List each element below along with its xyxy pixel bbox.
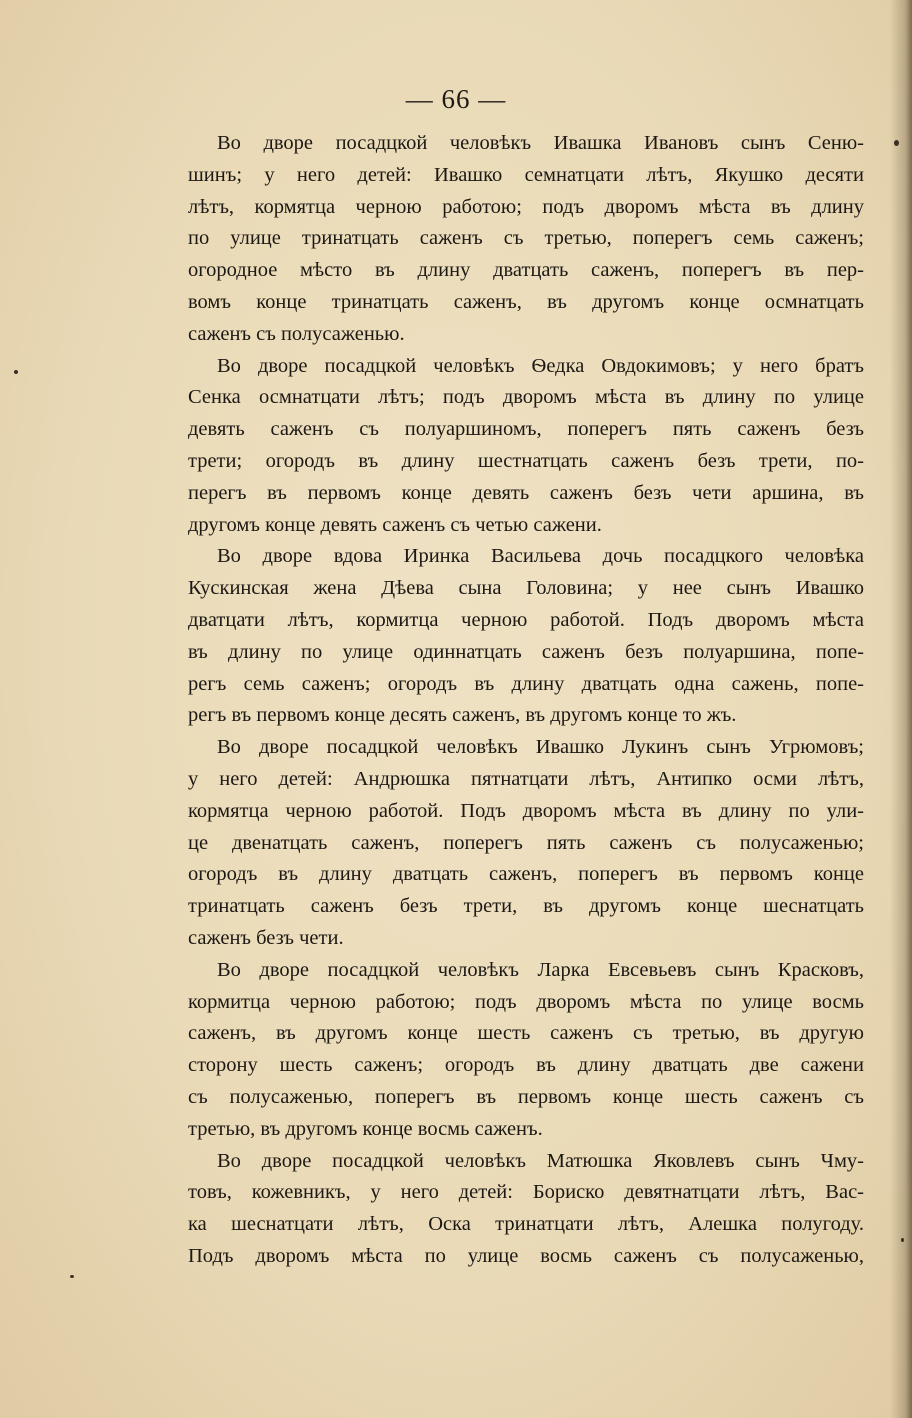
text-line: огородъ въ длину дватцать саженъ, поперегъ въ первомъ конце (188, 863, 864, 886)
text-line: Во дворе посадцкой человѣкъ Ивашка Ивановъ сынъ Сеню- (217, 132, 864, 154)
text-line: Во дворе посадцкой человѣкъ Ларка Евсевьевъ сынъ Красковъ, (217, 958, 864, 981)
text-line: Кускинская жена Дѣева сына Головина; у нее сынъ Ивашко (188, 577, 864, 600)
text-line: третью, въ другомъ конце восмь саженъ. (188, 1117, 543, 1140)
text-line: по улице тринатцать саженъ съ третью, поперегъ семь саженъ; (188, 227, 864, 250)
page-edge-shadow (890, 0, 912, 1418)
text-line: Сенка осмнатцати лѣтъ; подъ дворомъ мѣста въ длину по улице (188, 386, 864, 409)
text-line: Во дворе посадцкой человѣкъ Ивашко Лукинъ сынъ Угрюмовъ; (217, 736, 864, 759)
print-speck (894, 140, 899, 146)
text-line: тринатцать саженъ безъ трети, въ другомъ конце шеснатцать (188, 895, 864, 918)
paragraph-2 (188, 351, 864, 542)
text-line: саженъ, въ другомъ конце шесть саженъ съ третью, въ другую (188, 1022, 864, 1045)
paragraph-1 (188, 128, 864, 351)
text-line: съ полусаженью, поперегъ въ первомъ конце шесть саженъ съ (188, 1085, 864, 1108)
text-line: у него детей: Андрюшка пятнатцати лѣтъ, Антипко осми лѣтъ, (188, 767, 864, 790)
text-line: шинъ; у него детей: Ивашко семнатцати лѣтъ, Якушко десяти (188, 163, 864, 186)
body-text (188, 128, 864, 1273)
text-line: регъ семь саженъ; огородъ въ длину дватцать одна сажень, попе- (188, 672, 864, 695)
text-line: трети; огородъ въ длину шестнатцать саженъ безъ трети, по- (188, 449, 864, 472)
text-line: огородное мѣсто въ длину дватцать саженъ, поперегъ въ пер- (188, 259, 864, 282)
text-line: ка шеснатцати лѣтъ, Оска тринатцати лѣтъ, Алешка полугоду. (188, 1213, 864, 1236)
page-number: — 66 — (405, 84, 507, 114)
print-speck (70, 1275, 74, 1278)
text-line: въ длину по улице одиннатцать саженъ безъ полуаршина, попе- (188, 640, 864, 663)
text-line: Во дворе вдова Иринка Васильева дочь посадцкого человѣка (217, 545, 864, 568)
text-line: Подъ дворомъ мѣста по улице восмь саженъ съ полусаженью, (188, 1244, 864, 1267)
text-line: саженъ безъ чети. (188, 926, 344, 949)
text-line: кормитца черною работою; подъ дворомъ мѣста по улице восмь (188, 990, 864, 1013)
text-line: Во дворе посадцкой человѣкъ Ѳедка Овдокимовъ; у него братъ (217, 354, 864, 377)
text-line: дватцати лѣтъ, кормитца черною работой. Подъ дворомъ мѣста (188, 608, 864, 631)
text-line: девять саженъ съ полуаршиномъ, поперегъ пять саженъ безъ (188, 418, 864, 441)
print-speck (14, 370, 18, 374)
text-line: це двенатцать саженъ, поперегъ пять саженъ съ полусаженью; (188, 831, 864, 854)
text-line: лѣтъ, кормятца черною работою; подъ дворомъ мѣста въ длину (188, 195, 864, 218)
text-line: вомъ конце тринатцать саженъ, въ другомъ конце осмнатцать (188, 290, 864, 313)
paragraph-4 (188, 732, 864, 955)
text-line: сторону шесть саженъ; огородъ въ длину дватцать две сажени (188, 1054, 864, 1077)
text-line: товъ, кожевникъ, у него детей: Бориско девятнатцати лѣтъ, Вас- (188, 1181, 864, 1204)
print-speck (901, 1238, 904, 1242)
text-line: кормятца черною работой. Подъ дворомъ мѣста въ длину по ули- (188, 799, 864, 822)
text-line: саженъ съ полусаженью. (188, 322, 405, 345)
paragraph-3 (188, 541, 864, 732)
text-line: регъ въ первомъ конце десять саженъ, въ другомъ конце то жъ. (188, 704, 737, 727)
text-line: другомъ конце девять саженъ съ четью сажени. (188, 513, 602, 536)
paragraph-5 (188, 955, 864, 1146)
text-line: Во дворе посадцкой человѣкъ Матюшка Яковлевъ сынъ Чму- (217, 1149, 864, 1172)
paragraph-6 (188, 1146, 864, 1273)
text-line: перегъ въ первомъ конце девять саженъ безъ чети аршина, въ (188, 481, 864, 504)
